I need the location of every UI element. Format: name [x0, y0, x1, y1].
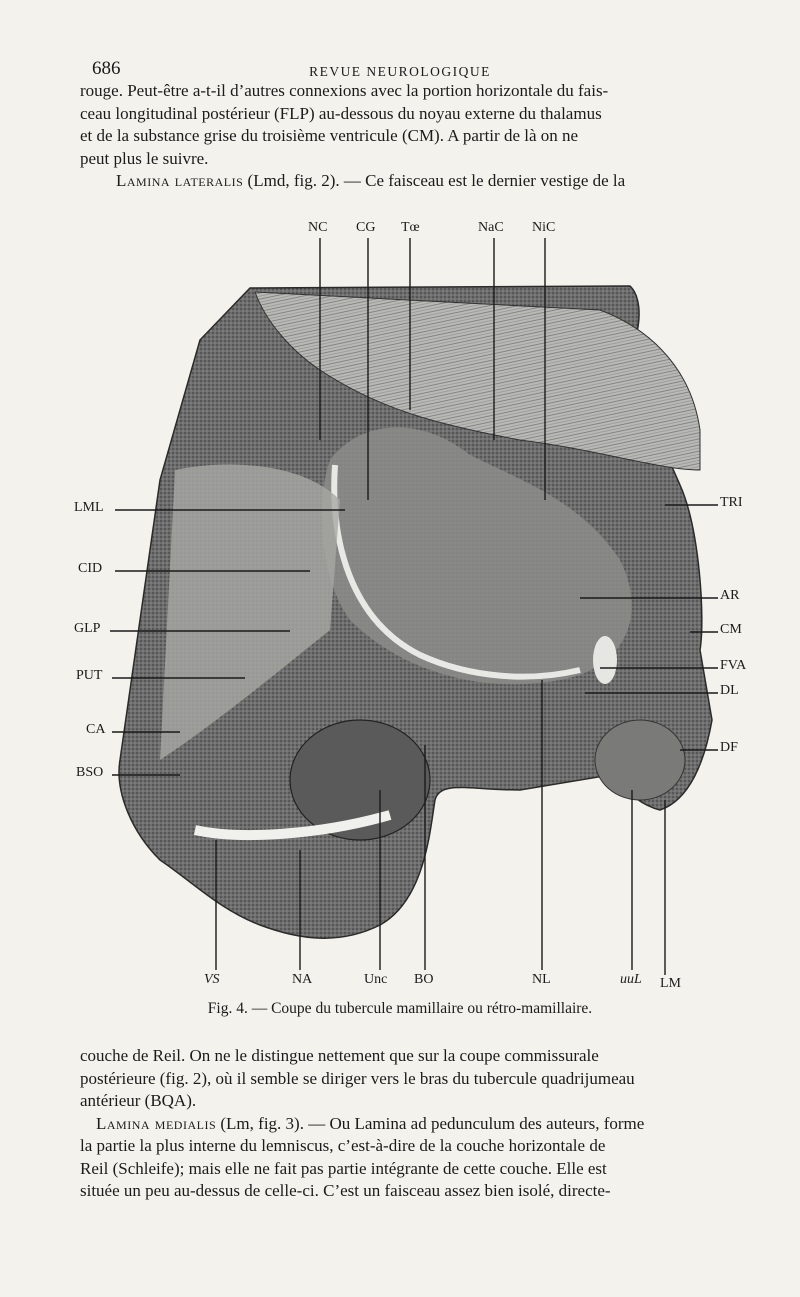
lamina-lateralis-line — [80, 170, 752, 193]
text-line: antérieur (BQA). — [80, 1091, 197, 1110]
text-line: Reil (Schleife); mais elle ne fait pas partie intégrante de cette couche. Elle est — [80, 1158, 607, 1178]
text-line: ceau longitudinal postérieur (FLP) au-dessous du noyau externe du thalamus — [80, 103, 602, 123]
top-paragraph — [80, 80, 752, 193]
lamina-lateralis-text: (Lmd, fig. 2). — Ce faisceau est le dernier vestige de la — [243, 171, 626, 190]
text-line: rouge. Peut-être a-t-il d’autres connexions avec la portion horizontale du fais- — [80, 81, 609, 100]
label-na: NA — [292, 972, 313, 987]
lamina-medialis-text: (Lm, fig. 3). — Ou Lamina ad pedunculum des auteurs, forme — [216, 1113, 645, 1133]
lamina-medialis-heading: Lamina medialis — [96, 1113, 217, 1133]
label-vs: VS — [204, 972, 220, 987]
text-line: couche de Reil. On ne le distingue nettement que sur la coupe commissurale — [80, 1046, 599, 1065]
text-line: peut plus le suivre. — [80, 148, 209, 168]
text-line: postérieure (fig. 2), où il semble se diriger vers le bras du tubercule quadrijumeau — [80, 1068, 635, 1088]
label-bo: BO — [414, 972, 434, 987]
right-nucleus — [595, 720, 685, 800]
label-fva: FVA — [720, 658, 747, 673]
text-line: et de la substance grise du troisième ventricule (CM). A partir de là on ne — [80, 126, 579, 145]
label-bso: BSO — [76, 765, 104, 780]
label-unc: Unc — [364, 972, 388, 987]
label-ar: AR — [720, 588, 740, 603]
text-line: située un peu au-dessus de celle-ci. C’est un faisceau assez bien isolé, directe- — [80, 1181, 611, 1200]
label-lml: LML — [74, 500, 104, 515]
brain-section-drawing — [0, 200, 800, 1020]
label-cg: CG — [356, 220, 376, 235]
label-ca: CA — [86, 722, 106, 737]
label-df: DF — [720, 740, 738, 755]
lamina-medialis-line — [80, 1113, 752, 1136]
running-head: REVUE NEUROLOGIQUE — [309, 64, 491, 79]
anatomical-figure — [0, 200, 800, 1020]
label-glp: GLP — [74, 621, 101, 636]
label-nic: NiC — [532, 220, 556, 235]
label-lm: LM — [660, 976, 681, 991]
label-cm: CM — [720, 622, 742, 637]
page-number: 686 — [92, 58, 121, 79]
right-light-spot — [593, 636, 617, 684]
label-nac: NaC — [478, 220, 504, 235]
label-nc: NC — [308, 220, 328, 235]
label-tri: TRI — [720, 495, 743, 510]
label-dl: DL — [720, 683, 739, 698]
label-put: PUT — [76, 668, 103, 683]
label-uul: uuL — [620, 972, 642, 987]
label-toe: Tœ — [401, 220, 420, 235]
lamina-lateralis-heading: Lamina lateralis — [116, 171, 244, 190]
label-nl: NL — [532, 972, 551, 987]
figure-caption: Fig. 4. — Coupe du tubercule mamillaire ou rétro-mamillaire. — [207, 1000, 593, 1017]
text-line: la partie la plus interne du lemniscus, c’est-à-dire de la couche horizontale de — [80, 1136, 606, 1155]
label-cid: CID — [78, 561, 103, 576]
bottom-paragraph — [80, 1045, 752, 1203]
